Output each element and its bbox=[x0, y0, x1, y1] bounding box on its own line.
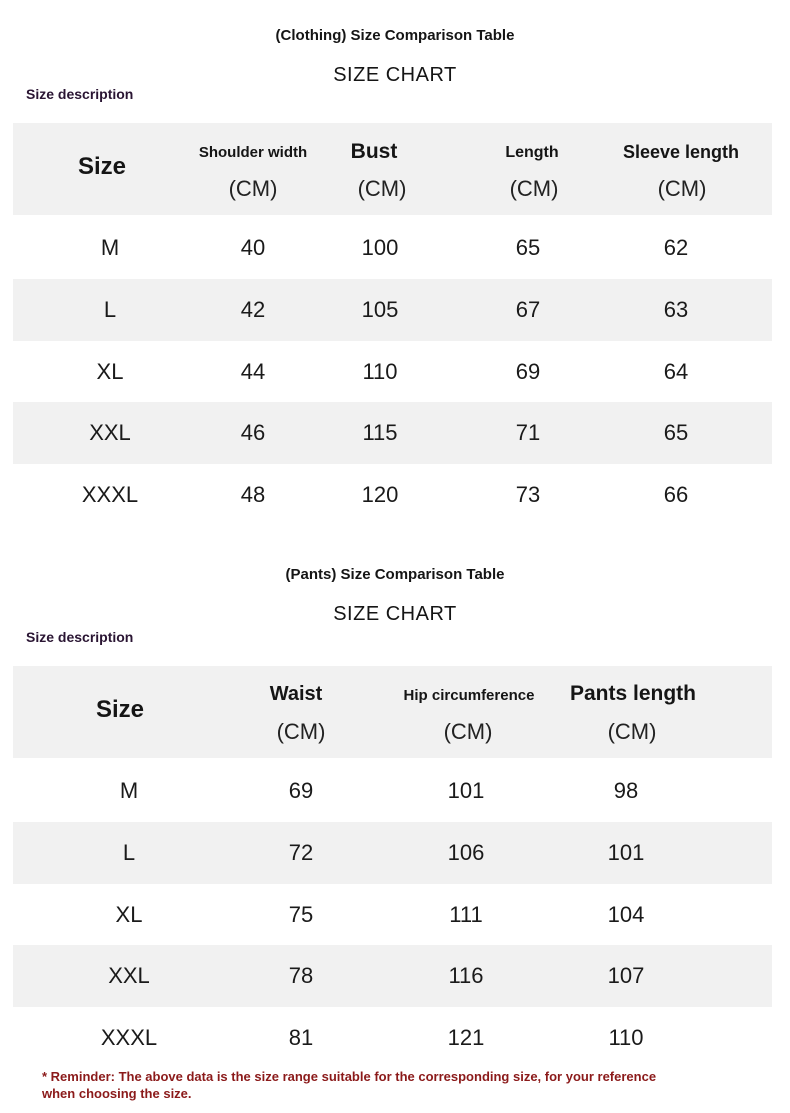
cell-length: 73 bbox=[515, 482, 541, 507]
table-row bbox=[13, 402, 772, 464]
table-row bbox=[13, 341, 772, 403]
cell-size: XL bbox=[96, 359, 124, 384]
reminder-note: * Reminder: The above data is the size range suitable for the corresponding size, for your reference when choosing the size. bbox=[42, 1069, 657, 1101]
cell-shoulder-width: 40 bbox=[240, 235, 266, 260]
header-size: Size bbox=[77, 153, 127, 180]
cell-size: L bbox=[103, 297, 117, 322]
cell-length: 65 bbox=[515, 235, 541, 260]
cell-bust: 100 bbox=[361, 235, 399, 260]
header-waist: Waist bbox=[269, 683, 323, 705]
cell-size: M bbox=[119, 778, 139, 803]
cell-hip-circumference: 106 bbox=[447, 840, 485, 865]
cell-size: XXXL bbox=[100, 1025, 158, 1050]
table-row bbox=[13, 279, 772, 341]
cell-shoulder-width: 48 bbox=[240, 482, 266, 507]
cell-waist: 78 bbox=[288, 963, 314, 988]
table-row bbox=[13, 760, 772, 822]
cell-hip-circumference: 116 bbox=[448, 963, 484, 988]
clothing-size-table bbox=[13, 123, 772, 521]
cell-size: XXXL bbox=[81, 482, 139, 507]
header-waist-unit: (CM) bbox=[276, 719, 326, 744]
table-row bbox=[13, 822, 772, 884]
cell-waist: 72 bbox=[288, 840, 314, 865]
cell-hip-circumference: 121 bbox=[447, 1025, 485, 1050]
header-hip-circumference-unit: (CM) bbox=[443, 719, 493, 744]
pants-section-title: (Pants) Size Comparison Table bbox=[285, 566, 505, 583]
pants-table-header bbox=[13, 666, 772, 758]
cell-size: L bbox=[122, 840, 136, 865]
cell-bust: 105 bbox=[361, 297, 399, 322]
clothing-size-description: Size description bbox=[26, 86, 134, 102]
header-length: Length bbox=[505, 144, 559, 161]
table-row bbox=[13, 945, 772, 1007]
cell-hip-circumference: 111 bbox=[449, 902, 483, 927]
cell-length: 67 bbox=[515, 297, 541, 322]
header-hip-circumference: Hip circumference bbox=[403, 687, 535, 704]
table-row bbox=[13, 884, 772, 946]
table-row bbox=[13, 1007, 772, 1069]
table-row bbox=[13, 217, 772, 279]
cell-shoulder-width: 42 bbox=[240, 297, 266, 322]
cell-bust: 110 bbox=[362, 359, 398, 384]
cell-sleeve-length: 66 bbox=[663, 482, 689, 507]
cell-sleeve-length: 63 bbox=[663, 297, 689, 322]
header-length-unit: (CM) bbox=[509, 176, 559, 201]
clothing-table-header bbox=[13, 123, 772, 215]
header-shoulder-width-unit: (CM) bbox=[228, 176, 278, 201]
header-sleeve-length: Sleeve length bbox=[622, 142, 740, 162]
header-bust-unit: (CM) bbox=[357, 176, 407, 201]
header-size: Size bbox=[95, 696, 145, 723]
cell-sleeve-length: 62 bbox=[663, 235, 689, 260]
header-sleeve-length-unit: (CM) bbox=[657, 176, 707, 201]
cell-pants-length: 101 bbox=[607, 840, 645, 865]
header-pants-length-unit: (CM) bbox=[607, 719, 657, 744]
pants-size-description: Size description bbox=[26, 629, 134, 645]
clothing-section-title: (Clothing) Size Comparison Table bbox=[275, 27, 515, 44]
clothing-chart-title: SIZE CHART bbox=[333, 64, 457, 86]
cell-pants-length: 98 bbox=[613, 778, 639, 803]
header-bust: Bust bbox=[350, 140, 398, 163]
cell-waist: 69 bbox=[288, 778, 314, 803]
header-shoulder-width: Shoulder width bbox=[198, 144, 308, 161]
cell-bust: 120 bbox=[361, 482, 399, 507]
cell-waist: 75 bbox=[288, 902, 314, 927]
cell-hip-circumference: 101 bbox=[447, 778, 485, 803]
cell-waist: 81 bbox=[288, 1025, 314, 1050]
cell-size: XL bbox=[115, 902, 143, 927]
cell-size: M bbox=[100, 235, 120, 260]
cell-size: XXL bbox=[108, 963, 150, 988]
pants-size-table bbox=[13, 666, 772, 1070]
table-row bbox=[13, 464, 772, 526]
cell-shoulder-width: 46 bbox=[240, 420, 266, 445]
cell-sleeve-length: 64 bbox=[663, 359, 689, 384]
cell-length: 71 bbox=[515, 420, 541, 445]
cell-size: XXL bbox=[89, 420, 131, 445]
pants-chart-title: SIZE CHART bbox=[333, 603, 457, 625]
cell-length: 69 bbox=[515, 359, 541, 384]
cell-pants-length: 110 bbox=[608, 1025, 644, 1050]
cell-bust: 115 bbox=[362, 420, 398, 445]
header-pants-length: Pants length bbox=[569, 682, 696, 705]
cell-pants-length: 104 bbox=[607, 902, 645, 927]
cell-shoulder-width: 44 bbox=[240, 359, 266, 384]
cell-sleeve-length: 65 bbox=[663, 420, 689, 445]
cell-pants-length: 107 bbox=[607, 963, 645, 988]
